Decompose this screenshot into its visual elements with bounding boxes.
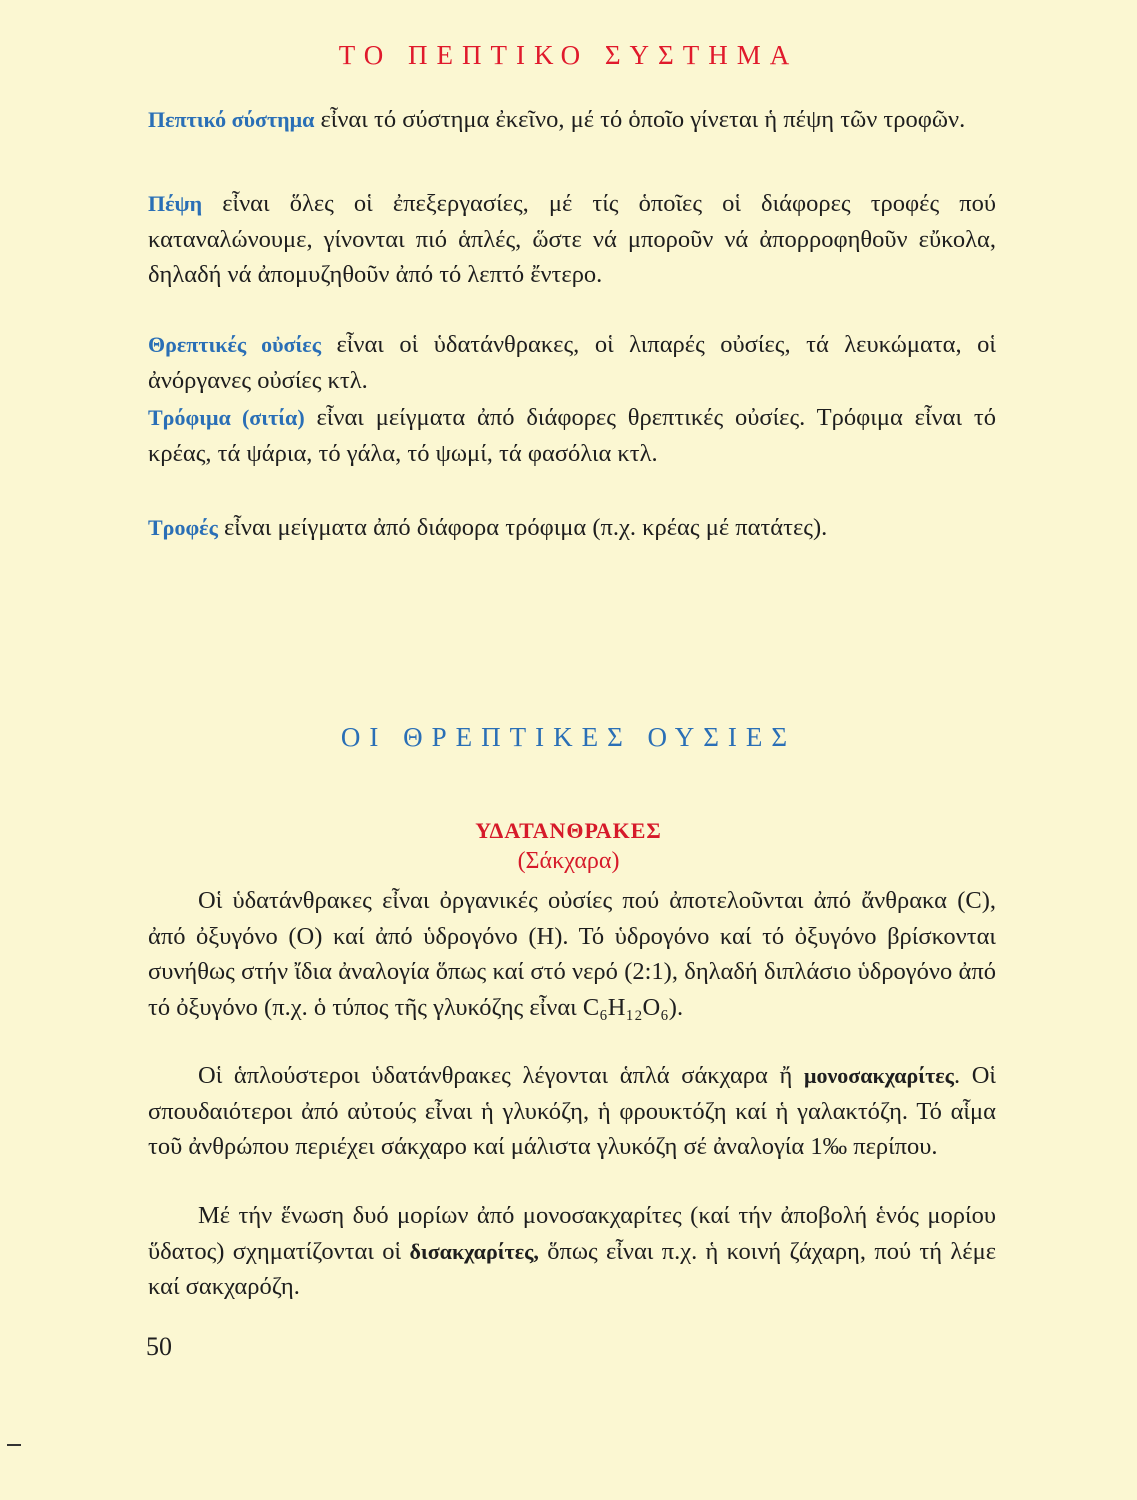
paragraph-disaccharides bbox=[148, 1198, 996, 1305]
subsection-title: ΥΔΑΤΑΝΘΡΑΚΕΣ bbox=[475, 818, 662, 843]
paragraph-nutrients bbox=[148, 327, 996, 398]
paragraph-digestion bbox=[148, 186, 996, 293]
paragraph-foods bbox=[148, 510, 996, 546]
subsection-subtitle: (Σάκχαρα) bbox=[517, 848, 620, 874]
paragraph-carbohydrates: Οἱ ὑδατάνθρακες εἶναι ὀργανικές οὐσίες πού ἀποτελοῦνται ἀπό ἄνθρακα (C), ἀπό ὀξυγόνο (Ο) καί ἀπό ὑδρογόνο (Η). Τό ὑδρογόνο καί τό ὀξυγόνο βρίσκονται συνήθως στήν ἴδια ἀναλογία ὅπως καί στό νερό (2:1), δηλαδή διπλάσιο ὑδρογόνο ἀπό τό ὀξυγόνο (π.χ. ὁ τύπος τῆς γλυκόζης εἶναι C₆H₁₂O₆). bbox=[148, 887, 996, 1021]
term-foods: Τροφές bbox=[148, 515, 218, 540]
body-text: ὅπως εἶναι π.χ. ἡ κοινή ζάχαρη, πού τή λέμε καί σακχαρόζη. bbox=[148, 1237, 996, 1300]
paragraph-monosaccharides bbox=[148, 1058, 996, 1165]
page-number: 50 bbox=[146, 1332, 172, 1361]
definition-text: εἶναι μείγματα ἀπό διάφορα τρόφιμα (π.χ. κρέας μέ πατάτες). bbox=[217, 514, 828, 541]
definition-text: εἶναι τό σύστημα ἐκεῖνο, μέ τό ὁποῖο γίνεται ἡ πέψη τῶν τροφῶν. bbox=[314, 106, 966, 133]
paragraph-foodstuffs bbox=[148, 400, 996, 471]
body-text: . Οἱ σπουδαιότεροι ἀπό αὐτούς εἶναι ἡ γλυκόζη, ἡ φρουκτόζη καί ἡ γαλακτόζη. Τό αἷμα τοῦ ἀνθρώπου περιέχει σάκχαρο καί μάλιστα γλυκόζη σέ ἀναλογία 1‰ περίπου. bbox=[148, 1062, 996, 1160]
chapter-title: ΤΟ ΠΕΠΤΙΚΟ ΣΥΣΤΗΜΑ bbox=[338, 40, 799, 70]
term-foodstuffs: Τρόφιμα (σιτία) bbox=[148, 405, 305, 430]
definition-text: εἶναι οἱ ὑδατάνθρακες, οἱ λιπαρές οὐσίες, τά λευκώματα, οἱ ἀνόργανες οὐσίες κτλ. bbox=[148, 331, 996, 394]
definition-text: εἶναι μείγματα ἀπό διάφορες θρεπτικές οὐσίες. Τρόφιμα εἶναι τό κρέας, τά ψάρια, τό γάλα, τό ψωμί, τά φασόλια κτλ. bbox=[148, 404, 996, 467]
definition-text: εἶναι ὅλες οἱ ἐπεξεργασίες, μέ τίς ὁποῖες οἱ διάφορες τροφές πού καταναλώνουμε, γίνονται πιό ἁπλές, ὥστε νά μποροῦν νά ἀπορροφηθοῦν εὔκολα, δηλαδή νά ἀπομυζηθοῦν ἀπό τό λεπτό ἔντερο. bbox=[148, 190, 996, 288]
paragraph-digestive-system bbox=[148, 102, 996, 138]
section-title: ΟΙ ΘΡΕΠΤΙΚΕΣ ΟΥΣΙΕΣ bbox=[340, 722, 797, 752]
body-text: Οἱ ἁπλούστεροι ὑδατάνθρακες λέγονται ἁπλά σάκχαρα ἤ bbox=[198, 1062, 804, 1089]
term-digestion: Πέψη bbox=[148, 191, 203, 216]
bold-term-disaccharides: δισακχαρίτες, bbox=[409, 1238, 539, 1264]
term-nutrients: Θρεπτικές οὐσίες bbox=[148, 332, 321, 357]
term-digestive-system: Πεπτικό σύστημα bbox=[148, 107, 315, 132]
bold-term-monosaccharides: μονοσακχαρίτες bbox=[803, 1063, 954, 1088]
body-text: Μέ τήν ἕνωση δυό μορίων ἀπό μονοσακχαρίτες (καί τήν ἀποβολή ἑνός μορίου ὕδατος) σχηματίζονται οἱ bbox=[148, 1202, 996, 1265]
edge-mark bbox=[7, 1444, 21, 1446]
